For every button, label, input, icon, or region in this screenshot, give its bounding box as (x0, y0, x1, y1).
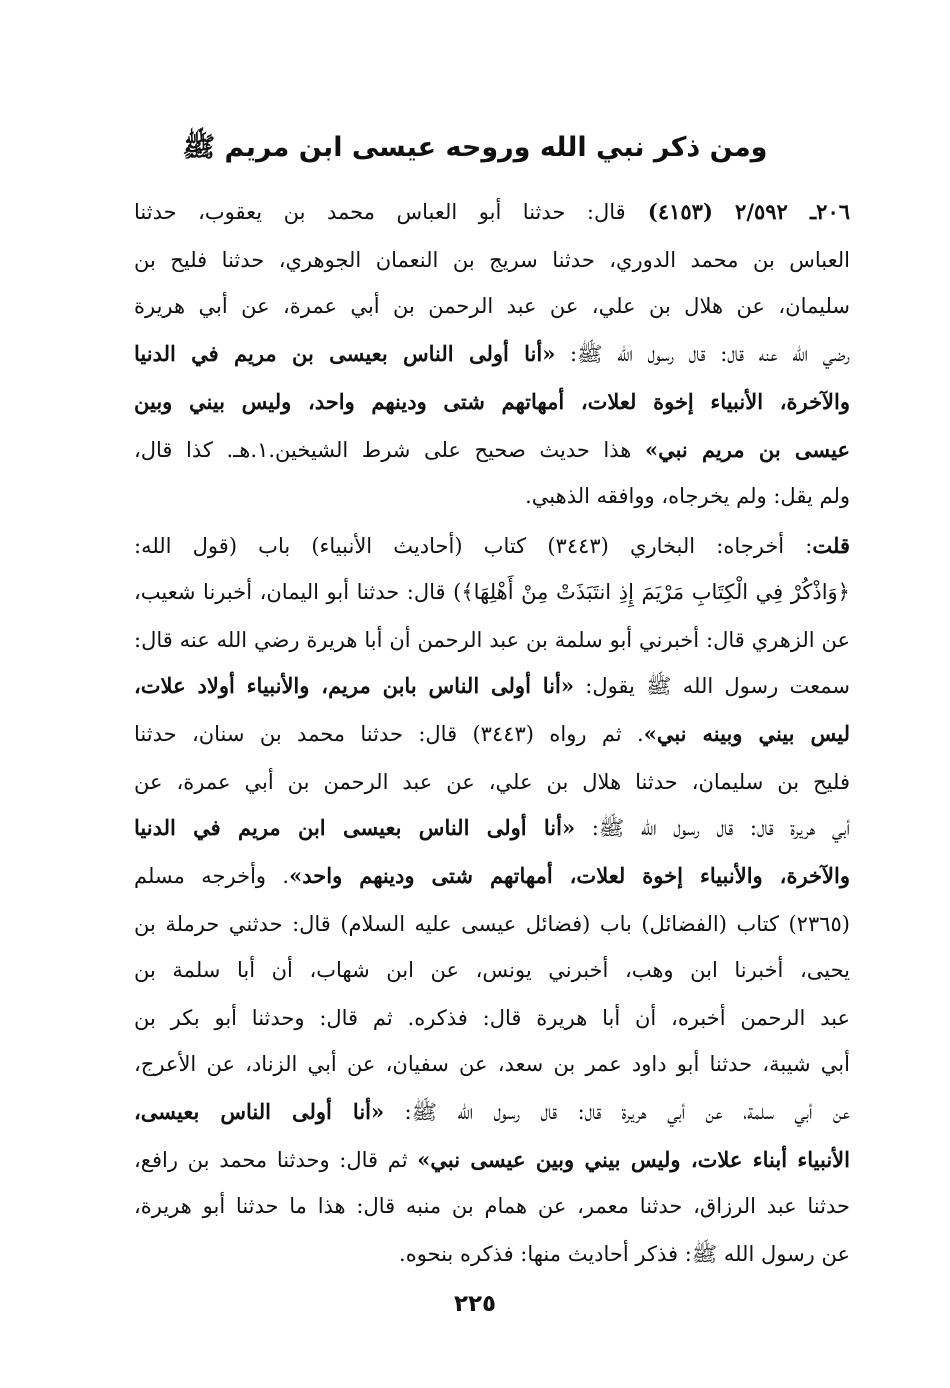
text-line (134, 948, 850, 992)
text-line (134, 806, 850, 850)
page-number: ٢٢٥ (453, 1291, 497, 1317)
text-line (134, 1090, 850, 1134)
text-run: أبي شيبة، حدثنا أبو داود عمر بن سعد، عن سفيان، عن أبي الزناد، عن الأعرج، (134, 1052, 850, 1076)
text-run: فليح بن سليمان، حدثنا هلال بن علي، عن عبد الرحمن بن أبي عمرة، عن (134, 770, 850, 794)
bold-text-run: «أنا أولى الناس بابن مريم، والأنبياء أولاد علات، (134, 673, 574, 698)
text-run: رضي الله عنه قال: قال رسول الله ﷺ: (555, 342, 850, 366)
text-run: هذا حديث صحيح على شرط الشيخين.١.هـ. كذا قال، (134, 438, 645, 462)
text-run: العباس بن محمد الدوري، حدثنا سريج بن النعمان الجوهري، حدثنا فليح بن (134, 248, 850, 272)
bold-text-run: الأنبياء أبناء علات، وليس بيني وبين عيسى نبي» (417, 1147, 850, 1172)
bold-text-run: والآخرة، الأنبياء إخوة لعلات، أمهاتهم شتى ودينهم واحد، وليس بيني وبين (134, 389, 850, 414)
text-line (134, 996, 850, 1040)
text-line (134, 664, 850, 708)
text-line (134, 332, 850, 376)
text-line (134, 760, 850, 804)
text-run: عبد الرحمن أخبره، أن أبا هريرة قال: فذكره. ثم قال: وحدثنا أبو بكر بن (134, 1006, 850, 1030)
bold-text-run: عيسى بن مريم نبي» (644, 437, 850, 462)
text-line (134, 1042, 850, 1086)
text-line (134, 1232, 850, 1276)
text-line (134, 284, 850, 328)
text-run: . ثم رواه (٣٤٤٣) قال: حدثنا محمد بن سنان، حدثنا (134, 722, 644, 746)
text-run: يحيى، أخبرنا ابن وهب، أخبرني يونس، عن ابن شهاب، أن أبا سلمة بن (134, 958, 850, 982)
text-line (134, 712, 850, 756)
bold-text-run: «أنا أولى الناس بعيسى ابن مريم في الدنيا (134, 815, 576, 840)
text-run: ) قال: حدثنا أبو اليمان، أخبرنا شعيب، (134, 580, 462, 604)
text-line (134, 238, 850, 282)
text-run: سليمان، عن هلال بن علي، عن عبد الرحمن بن أبي عمرة، عن أبي هريرة (134, 294, 850, 318)
text-run: ثم قال: وحدثنا محمد بن رافع، (134, 1148, 418, 1172)
text-line (134, 1138, 850, 1182)
bold-text-run: «أنا أولى الناس بعيسى بن مريم في الدنيا (134, 341, 556, 366)
text-run: ﴿وَاذْكُرْ فِي الْكِتَابِ مَرْيَمَ إِذِ انتَبَذَتْ مِنْ أَهْلِهَا﴾ (461, 580, 850, 604)
text-run: (٢٣٦٥) كتاب (الفضائل) باب (فضائل عيسى عليه السلام) قال: حدثني حرملة بن (134, 912, 850, 936)
text-line (134, 902, 850, 946)
text-line (134, 570, 850, 614)
text-run: : أخرجاه: البخاري (٣٤٤٣) كتاب (أحاديث الأنبياء) باب (قول الله: (134, 534, 813, 558)
chapter-heading: ومن ذكر نبي الله وروحه عيسى ابن مريم ﷺ (182, 132, 768, 163)
text-line (134, 190, 850, 234)
text-run: عن رسول الله ﷺ: فذكر أحاديث منها: فذكره بنحوه. (399, 1242, 850, 1266)
text-run: ولم يقل: ولم يخرجاه، ووافقه الذهبي. (525, 484, 850, 508)
bold-text-run: «أنا أولى الناس بعيسى، (134, 1099, 385, 1124)
text-line (134, 474, 850, 518)
text-line (134, 524, 850, 568)
bold-text-run: والآخرة، والأنبياء إخوة لعلات، أمهاتهم شتى ودينهم واحد» (289, 863, 850, 888)
text-run: عن أبي سلمة، عن أبي هريرة قال: قال رسول الله ﷺ: (384, 1100, 850, 1124)
bold-text-run: ليس بيني وبينه نبي» (643, 721, 850, 746)
bold-text-run: ٢٠٦ـ ٢/٥٩٢ (٤١٥٣) (625, 199, 850, 224)
text-line (134, 428, 850, 472)
text-line (134, 854, 850, 898)
text-run: أبي هريرة قال: قال رسول الله ﷺ: (575, 816, 850, 840)
text-line (134, 1184, 850, 1228)
text-run: عن الزهري قال: أخبرني أبو سلمة بن عبد الرحمن أن أبا هريرة رضي الله عنه قال: (134, 628, 850, 652)
text-line (134, 618, 850, 662)
text-run: سمعت رسول الله ﷺ يقول: (574, 674, 850, 698)
text-run: قال: حدثنا أبو العباس محمد بن يعقوب، حدثنا (134, 200, 626, 224)
text-run: حدثنا عبد الرزاق، حدثنا معمر، عن همام بن منبه قال: هذا ما حدثنا أبو هريرة، (134, 1194, 850, 1218)
text-run: . وأخرجه مسلم (134, 864, 290, 888)
text-line (134, 380, 850, 424)
bold-text-run: قلت (812, 533, 850, 558)
